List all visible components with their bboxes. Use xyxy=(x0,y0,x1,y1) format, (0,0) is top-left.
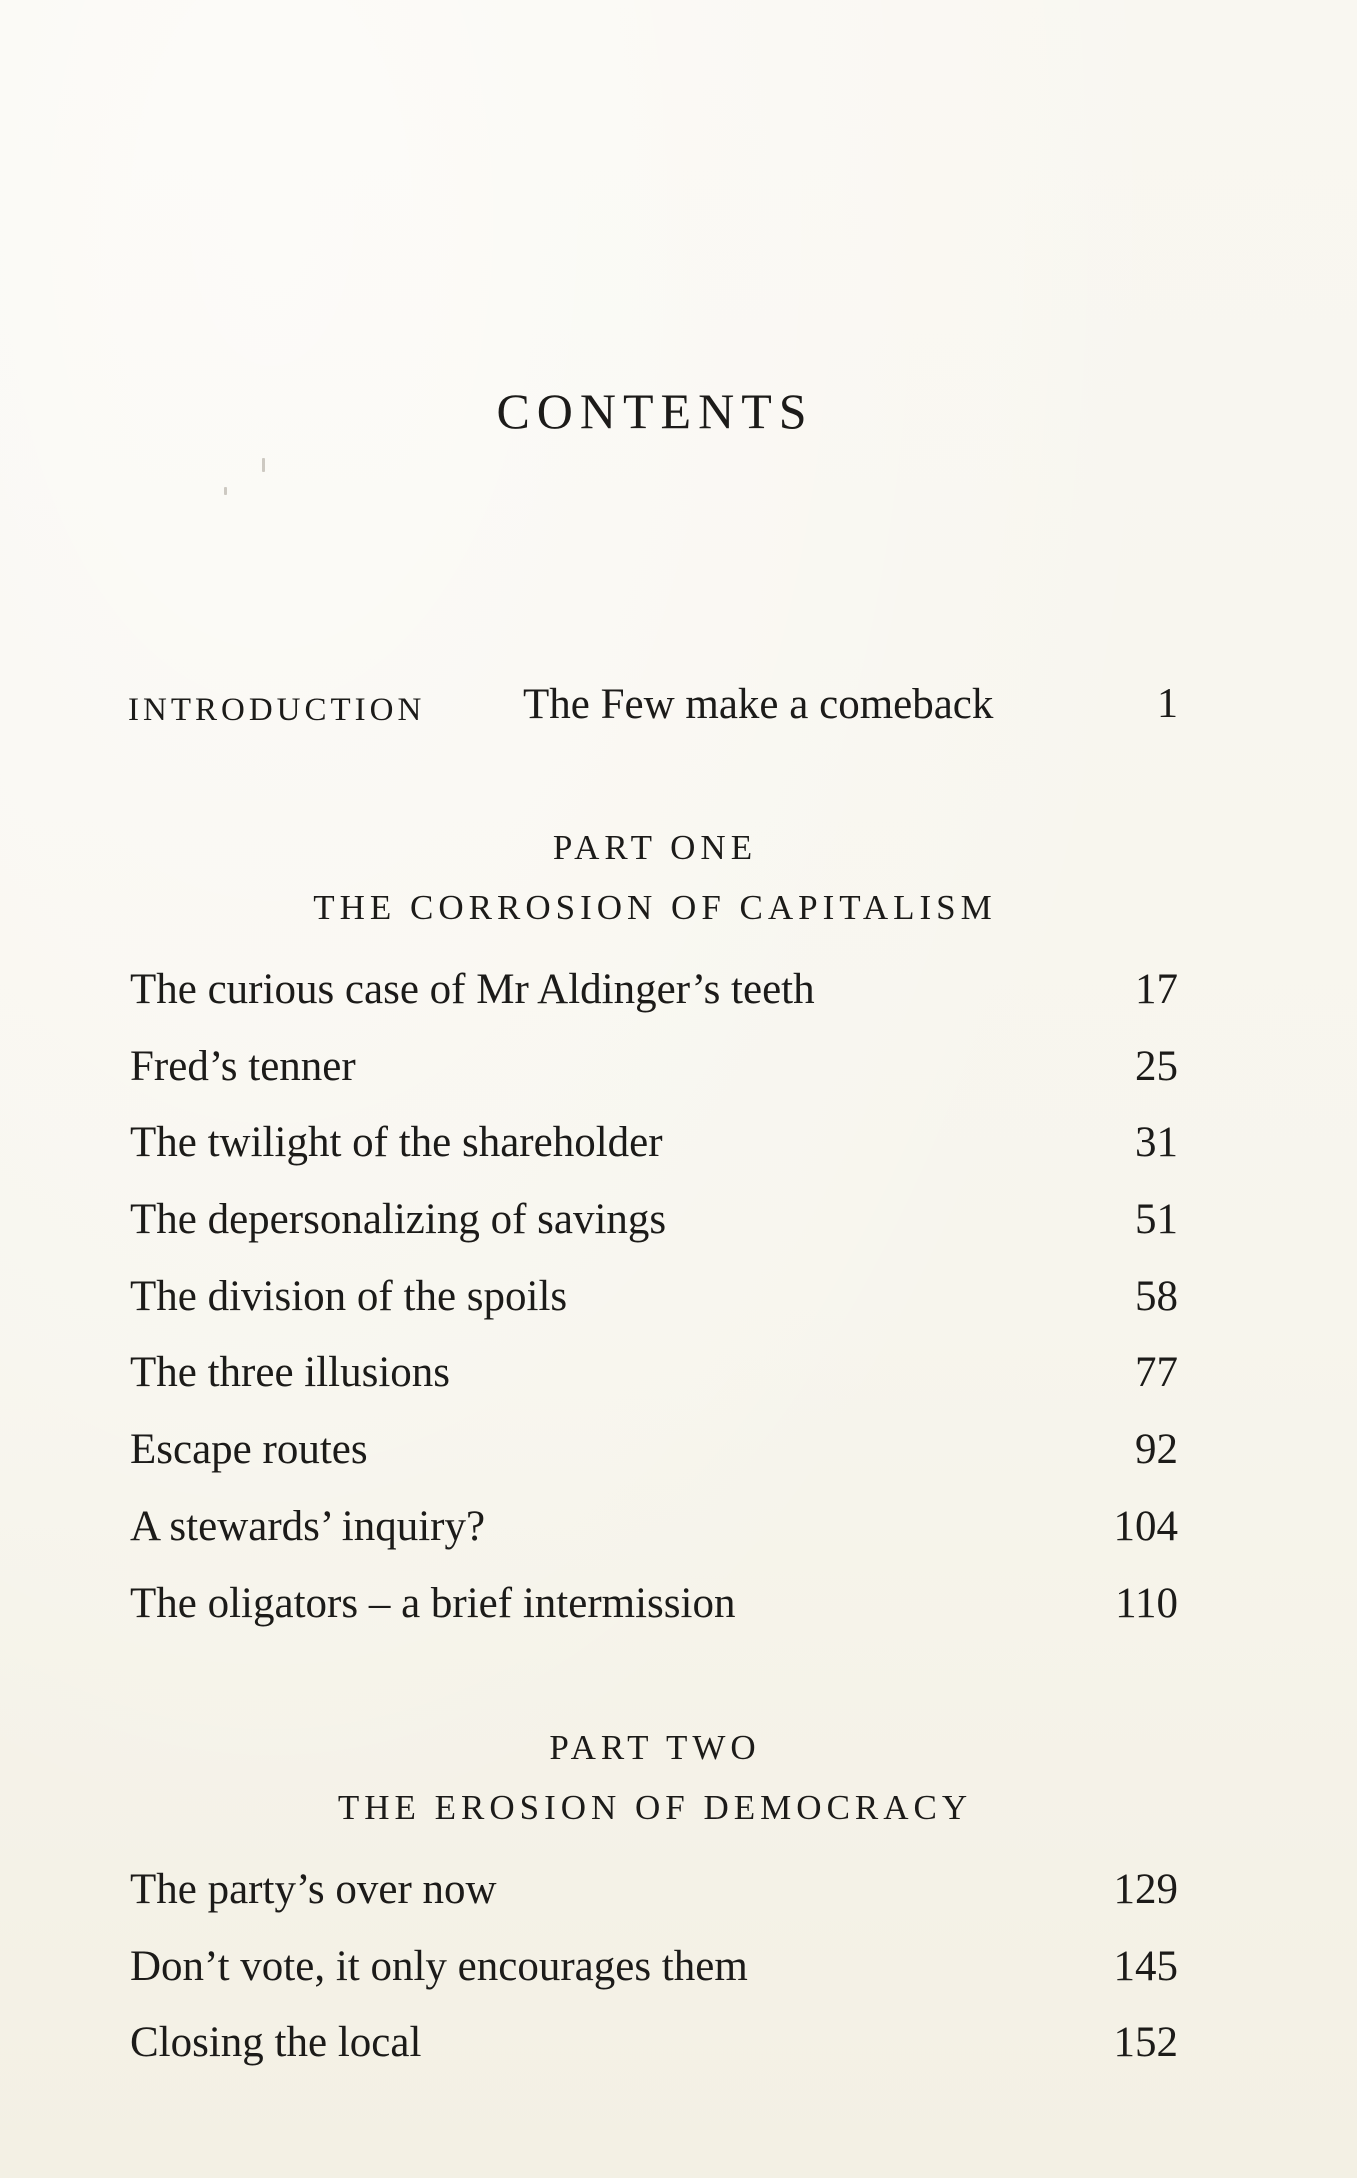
part-one-label: PART ONE xyxy=(552,828,758,867)
chapter-entry[interactable] xyxy=(130,1425,1178,1502)
chapter-page-number: 77 xyxy=(1135,1349,1178,1397)
chapter-title: The curious case of Mr Aldinger’s teeth xyxy=(130,966,815,1013)
chapter-page-number: 145 xyxy=(1113,1942,1178,1990)
contents-heading: CONTENTS xyxy=(496,383,814,439)
introduction-page-number: 1 xyxy=(1157,681,1178,727)
chapter-title: The three illusions xyxy=(130,1349,451,1397)
introduction-entry[interactable] xyxy=(128,678,1178,738)
chapter-title: The party’s over now xyxy=(130,1866,497,1913)
chapter-page-number: 92 xyxy=(1135,1426,1178,1474)
introduction-title: The Few make a comeback xyxy=(523,681,994,728)
chapter-entry[interactable] xyxy=(130,2018,1178,2095)
chapter-entry[interactable] xyxy=(130,1348,1178,1425)
chapter-page-number: 51 xyxy=(1135,1196,1178,1244)
paper-speck xyxy=(224,487,227,495)
chapter-title: Closing the local xyxy=(130,2019,422,2067)
chapter-title: The oligators – a brief intermission xyxy=(130,1579,736,1627)
chapter-title: The twilight of the shareholder xyxy=(130,1119,663,1167)
chapter-entry[interactable] xyxy=(130,1195,1178,1272)
chapter-page-number: 58 xyxy=(1135,1272,1178,1320)
chapter-title: Don’t vote, it only encourages them xyxy=(130,1942,748,1990)
chapter-page-number: 152 xyxy=(1113,2019,1178,2067)
chapter-entry[interactable] xyxy=(130,1942,1178,2019)
chapter-title: A stewards’ inquiry? xyxy=(130,1502,486,1550)
chapter-entry[interactable] xyxy=(130,1042,1178,1119)
chapter-page-number: 17 xyxy=(1135,966,1178,1013)
chapter-page-number: 104 xyxy=(1113,1502,1178,1550)
chapter-entry[interactable] xyxy=(130,965,1178,1042)
chapter-title: Fred’s tenner xyxy=(130,1042,356,1090)
part-two-title: THE EROSION OF DEMOCRACY xyxy=(337,1788,973,1827)
chapter-entry[interactable] xyxy=(130,1272,1178,1349)
chapter-entry[interactable] xyxy=(130,1118,1178,1195)
chapter-page-number: 129 xyxy=(1113,1866,1178,1913)
chapter-title: The division of the spoils xyxy=(130,1272,568,1320)
chapter-page-number: 25 xyxy=(1135,1042,1178,1090)
introduction-label: INTRODUCTION xyxy=(128,692,426,728)
chapter-entry[interactable] xyxy=(130,1865,1178,1942)
paper-speck xyxy=(262,458,265,472)
chapter-title: Escape routes xyxy=(130,1426,368,1474)
part-two-chapter-list xyxy=(130,1865,1178,2095)
chapter-entry[interactable] xyxy=(130,1502,1178,1579)
chapter-page-number: 31 xyxy=(1135,1119,1178,1167)
chapter-title: The depersonalizing of savings xyxy=(130,1196,667,1244)
part-one-title: THE CORROSION OF CAPITALISM xyxy=(313,888,997,927)
chapter-entry[interactable] xyxy=(130,1579,1178,1656)
part-one-chapter-list xyxy=(130,965,1178,1655)
part-two-label: PART TWO xyxy=(549,1728,761,1767)
chapter-page-number: 110 xyxy=(1115,1579,1178,1627)
